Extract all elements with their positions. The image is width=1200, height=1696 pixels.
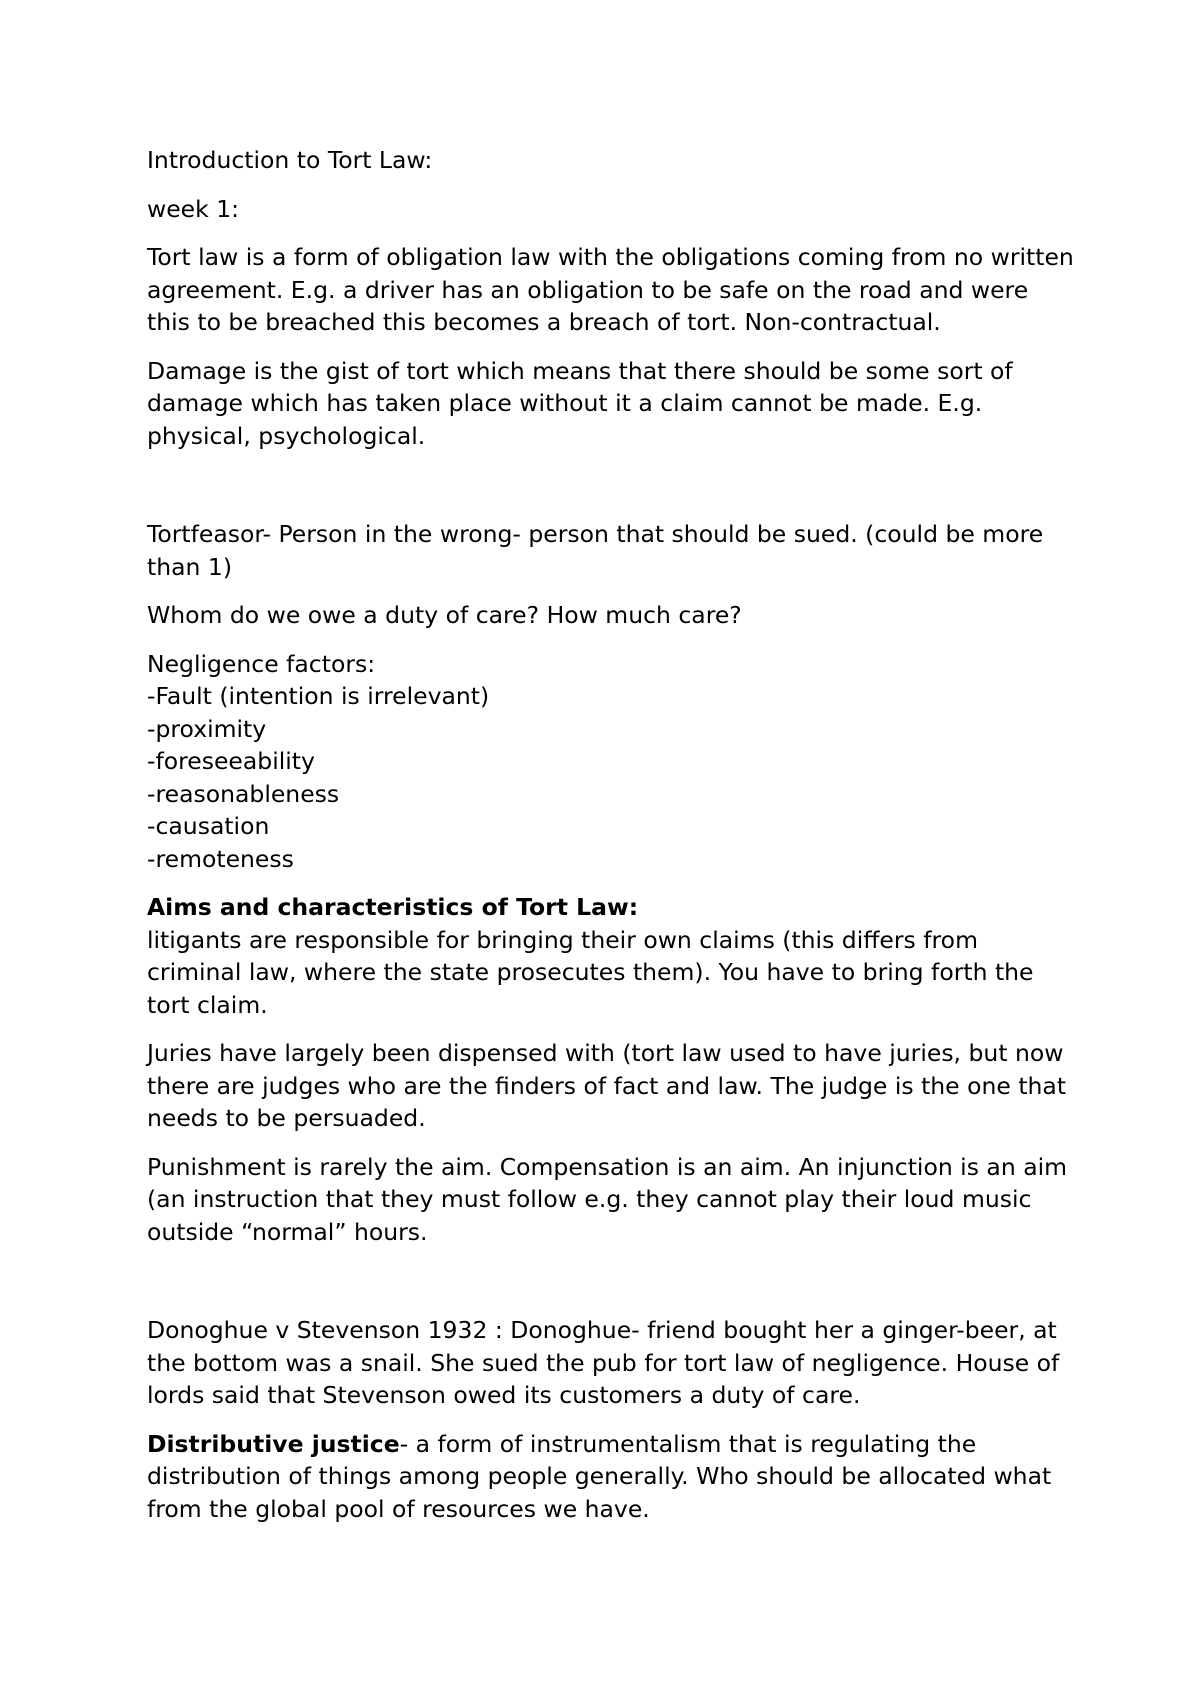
negligence-factor-item: -causation	[147, 812, 270, 840]
tort-definition-paragraph: Tort law is a form of obligation law with the obligations coming from no written agreement. E.g. a driver has an obligation to be safe on the road and were this to be breached this becomes a breach of tort. Non-contractual.	[147, 243, 1074, 336]
juries-paragraph: Juries have largely been dispensed with (tort law used to have juries, but now there are judges who are the finders of fact and law. The judge is the one that needs to be persuaded.	[147, 1039, 1067, 1132]
negligence-factor-item: -foreseeability	[147, 747, 315, 775]
section-spacer	[147, 468, 1077, 518]
punishment-paragraph: Punishment is rarely the aim. Compensation is an aim. An injunction is an aim (an instruction that they must follow e.g. they cannot play their loud music outside “normal” hours.	[147, 1152, 1068, 1246]
document-title: Introduction to Tort Law:	[147, 146, 433, 174]
negligence-heading: Negligence factors:	[147, 649, 376, 678]
section-spacer	[147, 1264, 1077, 1314]
distributive-justice-paragraph	[147, 1428, 1077, 1526]
week-label: week 1:	[147, 194, 240, 223]
aims-block	[147, 891, 1077, 1021]
distributive-justice-term: Distributive justice	[147, 1429, 400, 1458]
negligence-factor-item: -proximity	[147, 714, 267, 743]
tortfeasor-paragraph: Tortfeasor- Person in the wrong- person that should be sued. (could be more than 1)	[147, 520, 1044, 581]
negligence-factor-item: -Fault (intention is irrelevant)	[147, 682, 490, 710]
aims-heading: Aims and characteristics of Tort Law:	[147, 893, 639, 921]
litigants-paragraph: litigants are responsible for bringing their own claims (this differs from criminal law, where the state prosecutes them). You have to bring forth the tort claim.	[147, 925, 1034, 1019]
document-body	[147, 144, 1077, 1541]
negligence-factor-item: -reasonableness	[147, 779, 340, 808]
negligence-factor-item: -remoteness	[147, 844, 294, 873]
donoghue-paragraph: Donoghue v Stevenson 1932 : Donoghue- friend bought her a ginger-beer, at the bottom was a snail. She sued the pub for tort law of negligence. House of lords said that Stevenson owed its customers a duty of care.	[147, 1316, 1060, 1409]
distributive-justice-definition: - a form of instrumentalism that is regulating the distribution of things among people generally. Who should be allocated what from the global pool of resources we have.	[147, 1429, 1052, 1523]
duty-question-paragraph: Whom do we owe a duty of care? How much care?	[147, 601, 742, 629]
negligence-factors-block	[147, 648, 1077, 876]
damage-paragraph: Damage is the gist of tort which means that there should be some sort of damage which has taken place without it a claim cannot be made. E.g. physical, psychological.	[147, 356, 1013, 450]
